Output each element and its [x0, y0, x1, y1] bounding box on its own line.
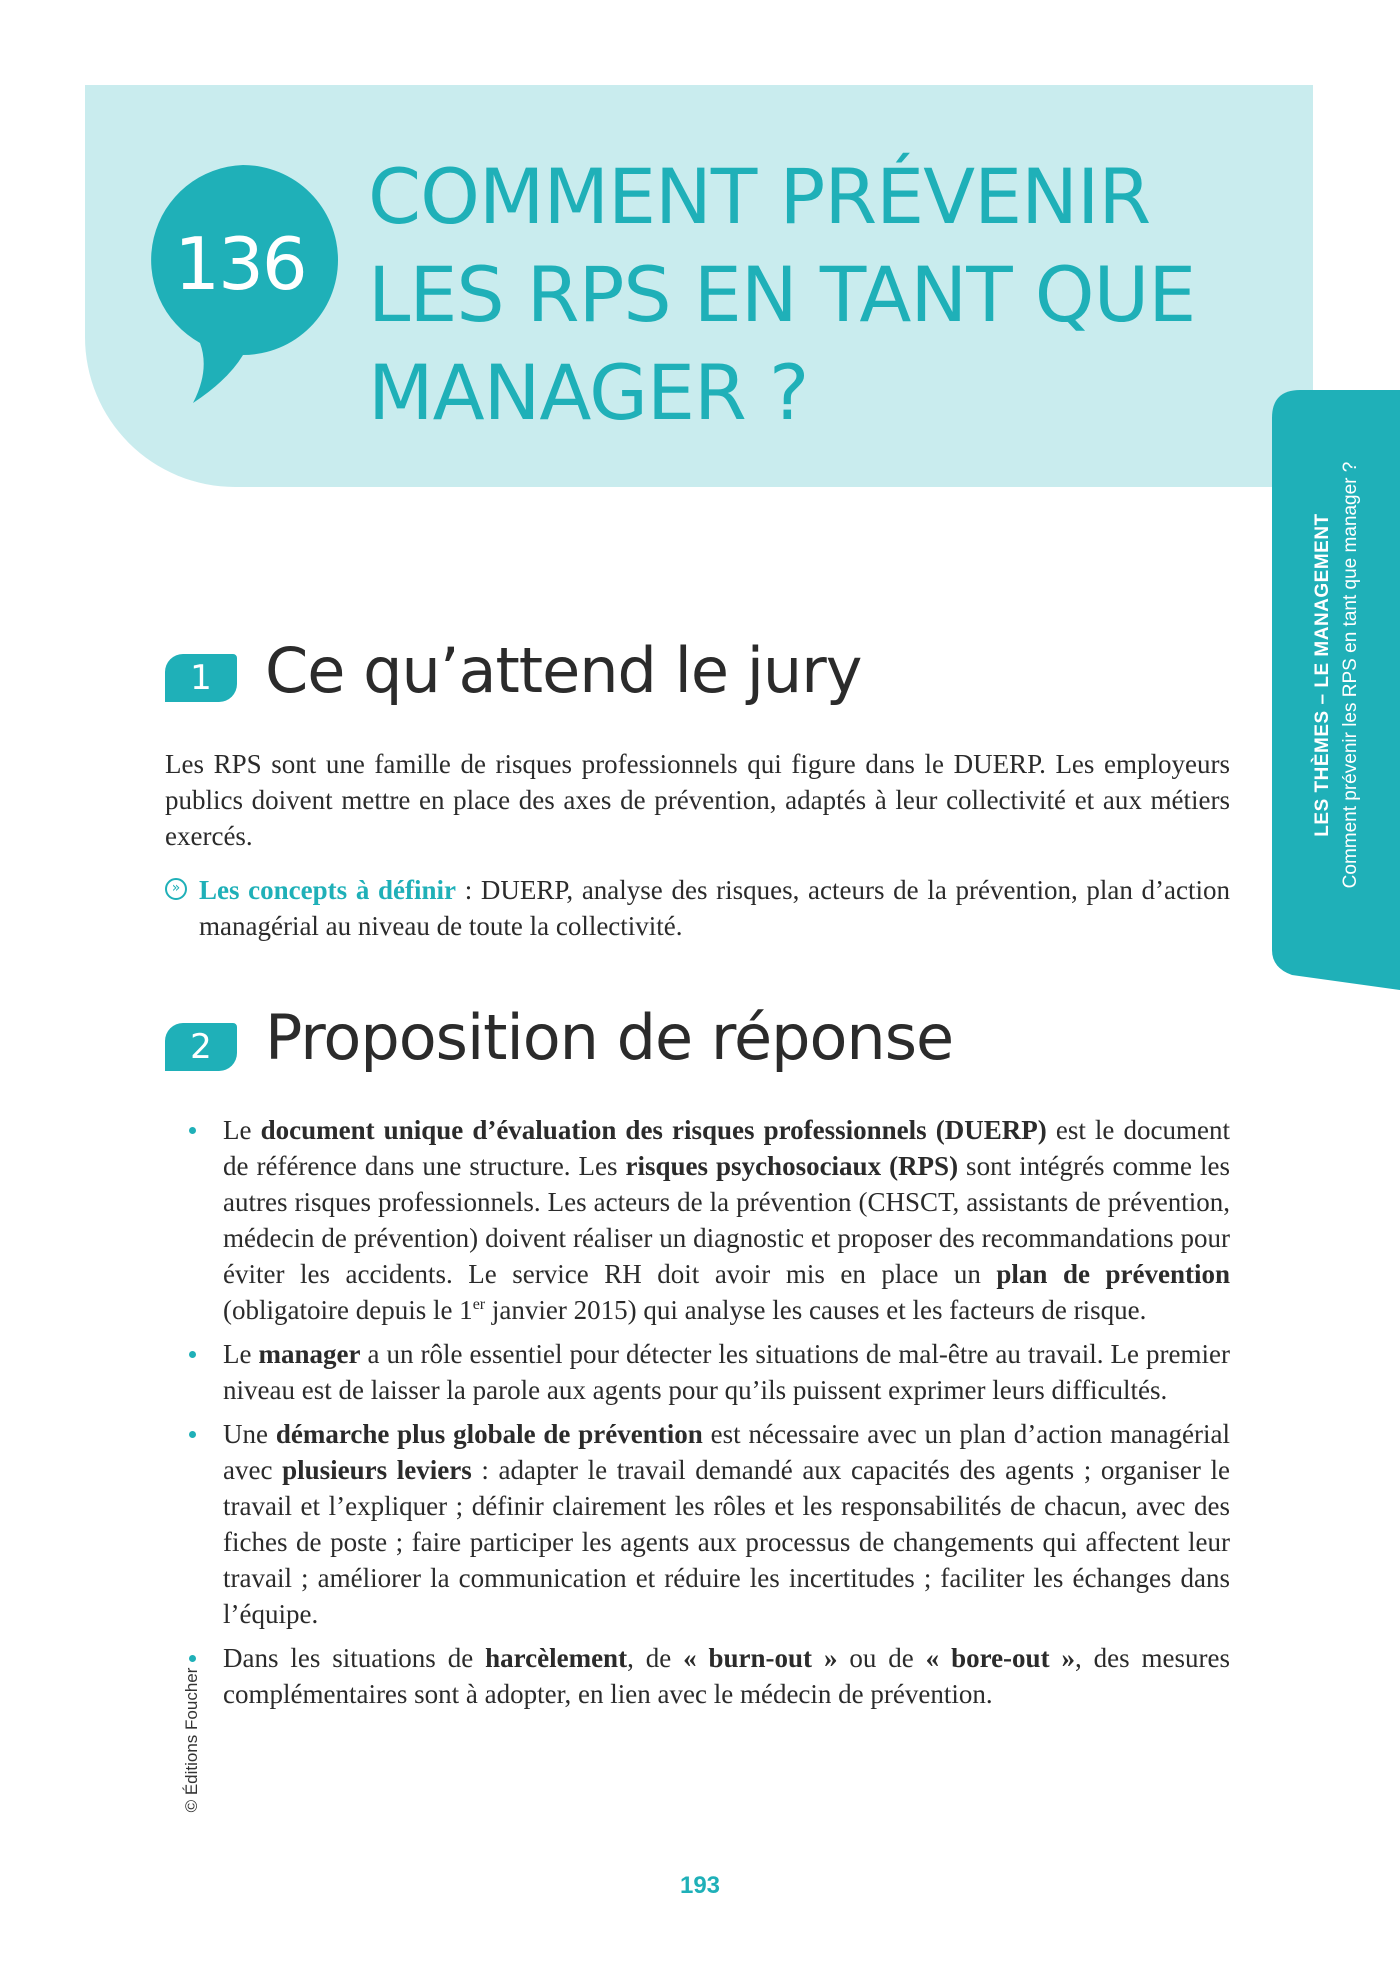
bold-term: manager	[258, 1339, 361, 1369]
title-line: MANAGER ?	[368, 348, 809, 437]
section-title: Ce qu’attend le jury	[265, 634, 862, 707]
list-item	[185, 1416, 1230, 1632]
chapter-number: 136	[174, 222, 306, 306]
bullet-dot-icon	[189, 1127, 196, 1134]
text-run: janvier 2015) qui analyse les causes et les facteurs de risque.	[485, 1295, 1147, 1325]
text-run: ou de	[837, 1643, 926, 1673]
text-run: Le	[223, 1339, 259, 1369]
bold-term: plusieurs leviers	[282, 1455, 472, 1485]
section-title: Proposition de réponse	[265, 1001, 954, 1074]
section-number-badge: 2	[165, 1023, 237, 1071]
bullet-dot-icon	[189, 1351, 196, 1358]
concepts-label: Les concepts à définir	[199, 875, 457, 905]
bold-term: « burn-out »	[683, 1643, 838, 1673]
concepts-text	[199, 872, 1230, 944]
page-title	[368, 148, 1195, 442]
side-tab-theme: LES THÈMES – LE MANAGEMENT	[1312, 513, 1333, 837]
text-run: sont intégrés comme les autres risques professionnels. Les acteurs de la prévention (CHSCT, assistants de prévention, médecin de prévention) doivent réaliser un diagnostic et proposer des recommandations pour éviter les accidents. Le service RH doit avoir mis en place un	[223, 1151, 1230, 1289]
bold-term: démarche plus globale de prévention	[275, 1419, 703, 1449]
text-run: (obligatoire depuis le 1	[223, 1295, 473, 1325]
bold-term: plan de prévention	[996, 1259, 1230, 1289]
page-number: 193	[679, 1872, 721, 1899]
bold-term: harcèlement	[485, 1643, 628, 1673]
concepts-item	[165, 872, 1230, 944]
bullet-dot-icon	[189, 1431, 196, 1438]
section-number-badge: 1	[165, 654, 237, 702]
bold-term: document unique d’évaluation des risques professionnels (DUERP)	[260, 1115, 1047, 1145]
text-run: , de	[627, 1643, 684, 1673]
text-run: : adapter le travail demandé aux capacités des agents ; organiser le travail et l’expliquer ; définir clairement les rôles et les responsabilités de chacun, avec des fiches de poste ; faire participer les agents aux processus de changements qui affectent leur travail ; améliorer la communication et réduire les incertitudes ; faciliter les échanges dans l’équipe.	[223, 1455, 1231, 1629]
list-item	[185, 1640, 1230, 1712]
concepts-list: : DUERP, analyse des risques, acteurs de la prévention, plan d’action managérial au niveau de toute la collectivité.	[199, 875, 1231, 941]
text-run: Le	[223, 1115, 261, 1145]
response-list	[185, 1112, 1230, 1720]
double-chevron-icon: »	[165, 878, 187, 900]
side-tab-text	[1309, 425, 1365, 925]
side-tab-subject: Comment prévenir les RPS en tant que manager ?	[1340, 461, 1361, 889]
side-tab	[1292, 425, 1382, 925]
title-line: LES RPS EN TANT QUE	[368, 250, 1196, 339]
bold-term: « bore-out »	[925, 1643, 1075, 1673]
copyright-notice: © Éditions Foucher	[182, 1667, 201, 1813]
text-run: est le document de référence dans une structure. Les	[223, 1115, 1230, 1181]
list-item	[185, 1336, 1230, 1408]
text-run: , des mesures complémentaires sont à adopter, en lien avec le médecin de prévention.	[223, 1643, 1230, 1709]
section-intro: Les RPS sont une famille de risques professionnels qui figure dans le DUERP. Les employeurs publics doivent mettre en place des axes de prévention, adaptés à leur collectivité et aux métiers exercés.	[165, 749, 1230, 851]
list-item	[185, 1112, 1230, 1328]
text-run: Dans les situations de	[223, 1643, 486, 1673]
superscript: er	[472, 1296, 486, 1313]
text-run: a un rôle essentiel pour détecter les situations de mal-être au travail. Le premier niveau est de laisser la parole aux agents pour qu’ils puissent exprimer leurs difficultés.	[223, 1339, 1230, 1405]
title-line: COMMENT PRÉVENIR	[368, 152, 1151, 241]
text-run: Une	[223, 1419, 276, 1449]
bold-term: risques psychosociaux (RPS)	[625, 1151, 959, 1181]
text-run: est nécessaire avec un plan d’action managérial avec	[223, 1419, 1231, 1485]
